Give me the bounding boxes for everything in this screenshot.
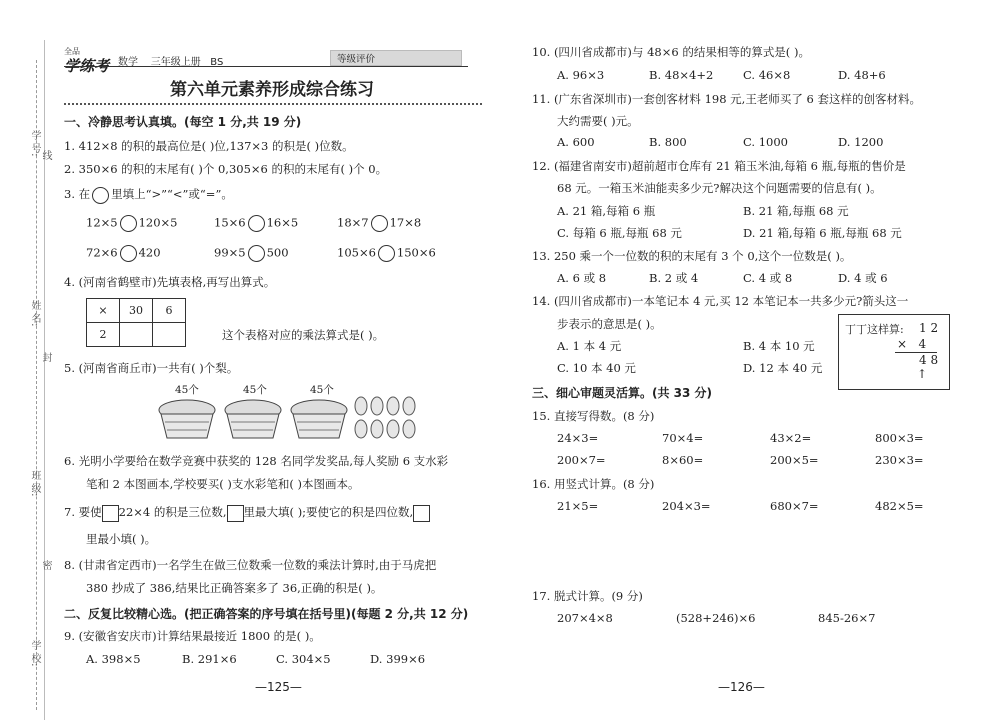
binder-seal: 密 bbox=[40, 560, 51, 570]
question-3-a: 3. 在 bbox=[64, 187, 91, 201]
compare-right: 500 bbox=[266, 245, 289, 260]
question-16: 16. 用竖式计算。(8 分) bbox=[532, 477, 655, 491]
loose-pears-icon bbox=[355, 397, 415, 438]
header-rule bbox=[64, 66, 468, 67]
binder-xian: 线 bbox=[40, 150, 51, 160]
compare-item[interactable] bbox=[214, 245, 289, 262]
compare-circle[interactable] bbox=[248, 245, 265, 262]
question-14-b: 步表示的意思是( )。 bbox=[557, 317, 662, 331]
option[interactable]: B. 21 箱,每瓶 68 元 bbox=[743, 204, 849, 218]
compare-right: 420 bbox=[138, 245, 161, 260]
compare-left: 105×6 bbox=[337, 245, 376, 260]
calc-line-1: 1 2 bbox=[919, 321, 939, 335]
pear-baskets-illustration bbox=[155, 396, 425, 444]
calc-item[interactable]: 680×7= bbox=[770, 499, 819, 513]
option[interactable]: B. 2 或 4 bbox=[649, 271, 699, 285]
rating-box bbox=[330, 50, 462, 66]
option[interactable]: D. 21 箱,每箱 6 瓶,每瓶 68 元 bbox=[743, 226, 902, 240]
calc-line-3: 4 8 bbox=[919, 353, 939, 367]
compare-item[interactable] bbox=[86, 245, 161, 262]
table-row bbox=[87, 323, 186, 347]
binder-class-label: 班 级: bbox=[29, 470, 40, 497]
question-8-b: 380 抄成了 386,结果比正确答案多了 36,正确的积是( )。 bbox=[86, 581, 383, 595]
question-5: 5. (河南省商丘市)一共有( )个梨。 bbox=[64, 361, 239, 375]
binder-name-label: 姓 名: bbox=[29, 300, 40, 327]
calc-item[interactable]: 200×7= bbox=[557, 453, 606, 467]
calc-item[interactable]: 800×3= bbox=[875, 431, 924, 445]
question-6-b: 笔和 2 本图画本,学校要买( )支水彩笔和( )本图画本。 bbox=[86, 477, 360, 491]
table-cell: 6 bbox=[153, 299, 186, 323]
question-3 bbox=[64, 186, 233, 204]
question-13: 13. 250 乘一个一位数的积的末尾有 3 个 0,这个一位数是( )。 bbox=[532, 249, 852, 263]
option[interactable]: A. 21 箱,每箱 6 瓶 bbox=[557, 204, 656, 218]
question-7-b: 22×4 的积是三位数, bbox=[118, 505, 227, 519]
option[interactable]: A. 1 本 4 元 bbox=[557, 339, 622, 353]
option[interactable]: B. 4 本 10 元 bbox=[743, 339, 815, 353]
table-cell: × bbox=[87, 299, 120, 323]
option[interactable]: B. 48×4+2 bbox=[649, 68, 714, 82]
compare-item[interactable] bbox=[337, 245, 436, 262]
page-number-left: —125— bbox=[255, 680, 302, 694]
compare-left: 72×6 bbox=[86, 245, 118, 260]
compare-circle[interactable] bbox=[371, 215, 388, 232]
question-17: 17. 脱式计算。(9 分) bbox=[532, 589, 643, 603]
option[interactable]: D. 12 本 40 元 bbox=[743, 361, 823, 375]
compare-right: 150×6 bbox=[396, 245, 436, 260]
calc-line-2: × 4 bbox=[897, 337, 927, 351]
table-cell[interactable] bbox=[153, 323, 186, 347]
option[interactable]: C. 304×5 bbox=[276, 652, 331, 666]
option[interactable]: C. 1000 bbox=[743, 135, 788, 149]
compare-circle[interactable] bbox=[120, 245, 137, 262]
question-7 bbox=[64, 504, 430, 522]
calc-item[interactable]: 70×4= bbox=[662, 431, 704, 445]
compare-left: 99×5 bbox=[214, 245, 246, 260]
pear-label: 45个 bbox=[175, 384, 199, 396]
question-7-a: 7. 要使 bbox=[64, 505, 102, 519]
option[interactable]: D. 399×6 bbox=[370, 652, 426, 666]
binder-school-label: 学 校: bbox=[29, 640, 40, 667]
calc-item[interactable]: 21×5= bbox=[557, 499, 599, 513]
binder-solid-line bbox=[44, 40, 45, 720]
binder-id-label: 学 号: bbox=[29, 130, 40, 157]
option[interactable]: A. 398×5 bbox=[86, 652, 141, 666]
option[interactable]: D. 48+6 bbox=[838, 68, 886, 82]
fill-table bbox=[86, 298, 186, 347]
option[interactable]: C. 10 本 40 元 bbox=[557, 361, 636, 375]
page-number: 125 bbox=[267, 680, 290, 694]
compare-right: 17×8 bbox=[389, 215, 422, 230]
compare-left: 15×6 bbox=[214, 215, 246, 230]
compare-right: 16×5 bbox=[266, 215, 299, 230]
question-11-b: 大约需要( )元。 bbox=[557, 114, 639, 128]
blank-box[interactable] bbox=[102, 505, 119, 522]
option[interactable]: B. 291×6 bbox=[182, 652, 237, 666]
page-number: 126 bbox=[730, 680, 753, 694]
header-grade: 三年级上册 bbox=[150, 57, 201, 68]
question-11-a: 11. (广东省深圳市)一套创客材料 198 元,王老师买了 6 套这样的创客材料。 bbox=[532, 92, 921, 106]
calc-item[interactable]: 230×3= bbox=[875, 453, 924, 467]
logo-small: 全品 bbox=[64, 47, 80, 56]
option[interactable]: C. 46×8 bbox=[743, 68, 791, 82]
question-3-b: 里填上“>”“<”或“=”。 bbox=[111, 187, 233, 201]
question-8-a: 8. (甘肃省定西市)一名学生在做三位数乘一位数的乘法计算时,由于马虎把 bbox=[64, 558, 437, 572]
calc-item[interactable]: 43×2= bbox=[770, 431, 812, 445]
calc-item[interactable]: 24×3= bbox=[557, 431, 599, 445]
logo bbox=[64, 46, 109, 76]
option[interactable]: C. 每箱 6 瓶,每瓶 68 元 bbox=[557, 226, 682, 240]
table-cell[interactable] bbox=[120, 323, 153, 347]
compare-item[interactable] bbox=[86, 215, 178, 232]
question-7-c: 里最大填( );要使它的积是四位数, bbox=[243, 505, 414, 519]
question-6-a: 6. 光明小学要给在数学竞赛中获奖的 128 名同学发奖品,每人奖励 6 支水彩 bbox=[64, 454, 449, 468]
compare-item[interactable] bbox=[337, 215, 421, 232]
question-9: 9. (安徽省安庆市)计算结果最接近 1800 的是( )。 bbox=[64, 629, 321, 643]
option[interactable]: A. 96×3 bbox=[557, 68, 605, 82]
title-rule bbox=[64, 103, 482, 105]
basket-icon bbox=[291, 400, 347, 438]
option[interactable]: A. 6 或 8 bbox=[557, 271, 607, 285]
calc-item[interactable]: (528+246)×6 bbox=[676, 611, 756, 625]
question-14-a: 14. (四川省成都市)一本笔记本 4 元,买 12 本笔记本一共多少元?箭头这一 bbox=[532, 294, 909, 308]
question-1: 1. 412×8 的积的最高位是( )位,137×3 的积是( )位数。 bbox=[64, 139, 354, 153]
question-4-b: 这个表格对应的乘法算式是( )。 bbox=[222, 328, 385, 342]
binder-dashed-line bbox=[36, 60, 37, 710]
header-edition: BS bbox=[210, 57, 224, 68]
compare-circle[interactable] bbox=[378, 245, 395, 262]
section-2-heading: 二、反复比较精心选。(把正确答案的序号填在括号里)(每题 2 分,共 12 分) bbox=[64, 607, 469, 621]
table-cell: 2 bbox=[87, 323, 120, 347]
calc-item[interactable]: 200×5= bbox=[770, 453, 819, 467]
table-row bbox=[87, 299, 186, 323]
calc-item[interactable]: 8×60= bbox=[662, 453, 704, 467]
section-3-heading: 三、细心审题灵活算。(共 33 分) bbox=[532, 386, 713, 400]
arrow-up-icon: ↑ bbox=[917, 367, 928, 381]
compare-circle[interactable] bbox=[248, 215, 265, 232]
option[interactable]: A. 600 bbox=[557, 135, 595, 149]
calc-item[interactable]: 845-26×7 bbox=[818, 611, 876, 625]
question-2: 2. 350×6 的积的末尾有( )个 0,305×6 的积的末尾有( )个 0。 bbox=[64, 162, 388, 176]
pear-label: 45个 bbox=[243, 384, 267, 396]
option[interactable]: D. 4 或 6 bbox=[838, 271, 888, 285]
page-number-right: —126— bbox=[718, 680, 765, 694]
binder-feng: 封 bbox=[40, 352, 51, 362]
question-4: 4. (河南省鹤壁市)先填表格,再写出算式。 bbox=[64, 275, 276, 289]
dingding-calc-box bbox=[838, 314, 950, 390]
compare-item[interactable] bbox=[214, 215, 298, 232]
calc-item[interactable]: 207×4×8 bbox=[557, 611, 613, 625]
rating-label: 等级评价 bbox=[337, 54, 376, 65]
compare-left: 18×7 bbox=[337, 215, 369, 230]
calc-item[interactable]: 482×5= bbox=[875, 499, 924, 513]
basket-icon bbox=[159, 400, 215, 438]
blank-box[interactable] bbox=[227, 505, 244, 522]
header-subject: 数学 bbox=[118, 57, 138, 68]
question-12-b: 68 元。一箱玉米油能卖多少元?解决这个问题需要的信息有( )。 bbox=[557, 181, 882, 195]
basket-icon bbox=[225, 400, 281, 438]
question-7-d: 里最小填( )。 bbox=[86, 532, 157, 546]
compare-circle[interactable] bbox=[120, 215, 137, 232]
calc-box-title: 丁丁这样算: bbox=[845, 323, 904, 336]
option[interactable]: C. 4 或 8 bbox=[743, 271, 793, 285]
table-cell: 30 bbox=[120, 299, 153, 323]
question-15: 15. 直接写得数。(8 分) bbox=[532, 409, 655, 423]
compare-right: 120×5 bbox=[138, 215, 178, 230]
logo-main: 学练考 bbox=[64, 57, 110, 75]
compare-left: 12×5 bbox=[86, 215, 118, 230]
blank-box[interactable] bbox=[413, 505, 430, 522]
option[interactable]: D. 1200 bbox=[838, 135, 884, 149]
section-1-heading: 一、冷静思考认真填。(每空 1 分,共 19 分) bbox=[64, 115, 302, 129]
page-title: 第六单元素养形成综合练习 bbox=[170, 80, 374, 100]
option[interactable]: B. 800 bbox=[649, 135, 687, 149]
question-10: 10. (四川省成都市)与 48×6 的结果相等的算式是( )。 bbox=[532, 45, 810, 59]
pear-label: 45个 bbox=[310, 384, 334, 396]
calc-item[interactable]: 204×3= bbox=[662, 499, 711, 513]
question-12-a: 12. (福建省南安市)超前超市仓库有 21 箱玉米油,每箱 6 瓶,每瓶的售价是 bbox=[532, 159, 906, 173]
circle-icon bbox=[92, 187, 109, 204]
